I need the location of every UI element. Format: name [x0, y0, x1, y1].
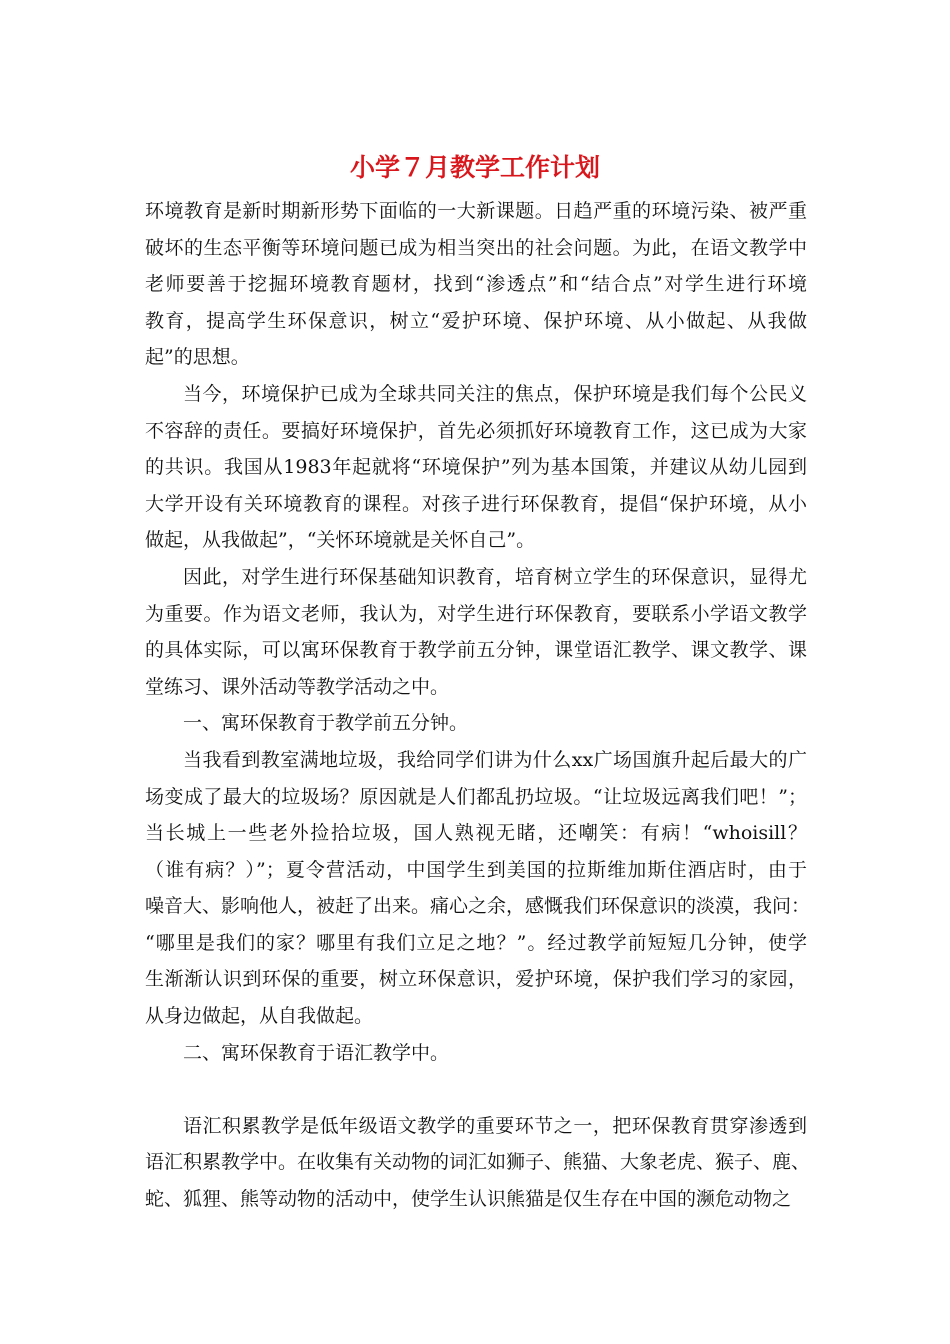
paragraph-line: 场变成了最大的垃圾场？原因就是人们都乱扔垃圾。“让垃圾远离我们吧！”； — [145, 785, 807, 808]
paragraph — [145, 193, 807, 376]
paragraph-line: 起”的思想。 — [145, 346, 250, 369]
paragraph-line: 为重要。作为语文老师，我认为，对学生进行环保教育，要联系小学语文教学 — [145, 602, 807, 625]
paragraph-line: 从身边做起，从自我做起。 — [145, 1005, 374, 1028]
paragraph-line: 破坏的生态平衡等环境问题已成为相当突出的社会问题。为此，在语文教学中 — [145, 236, 807, 259]
paragraph-line: 教育，提高学生环保意识，树立“爱护环境、保护环境、从小做起、从我做 — [145, 309, 807, 332]
paragraph-line: 老师要善于挖掘环境教育题材，找到“渗透点”和“结合点”对学生进行环境 — [145, 273, 807, 296]
paragraph-line: “哪里是我们的家？哪里有我们立足之地？”。经过教学前短短几分钟，使学 — [145, 931, 807, 954]
paragraph-line: 的共识。我国从1983年起就将“环境保护”列为基本国策，并建议从幼儿园到 — [145, 456, 807, 479]
paragraph-line: 语汇积累教学中。在收集有关动物的词汇如狮子、熊猫、大象老虎、猴子、鹿、 — [145, 1151, 811, 1174]
paragraph-line: 当今，环境保护已成为全球共同关注的焦点，保护环境是我们每个公民义 — [183, 382, 807, 405]
paragraph — [145, 1035, 807, 1072]
paragraph-line: 环境教育是新时期新形势下面临的一大新课题。日趋严重的环境污染、被严重 — [145, 200, 807, 222]
paragraph — [145, 705, 807, 742]
paragraph-gap — [145, 1071, 807, 1108]
paragraph-line: 当我看到教室满地垃圾，我给同学们讲为什么xx广场国旗升起后最大的广 — [183, 748, 807, 771]
document-title: 小学７月教学工作计划 — [349, 153, 600, 182]
paragraph-line: 当长城上一些老外捡拾垃圾，国人熟视无睹，还嘲笑：有病！“whoisill？ — [145, 822, 807, 845]
document-body — [145, 193, 811, 1218]
paragraph-line: 语汇积累教学是低年级语文教学的重要环节之一，把环保教育贯穿渗透到 — [183, 1114, 807, 1137]
paragraph-line: 的具体实际，可以寓环保教育于教学前五分钟，课堂语汇教学、课文教学、课 — [145, 639, 807, 662]
paragraph — [145, 559, 807, 705]
paragraph-line: 生渐渐认识到环保的重要，树立环保意识，爱护环境，保护我们学习的家园， — [145, 968, 807, 991]
paragraph — [145, 742, 811, 1035]
paragraph-line: 一、寓环保教育于教学前五分钟。 — [183, 712, 469, 735]
paragraph-line: 大学开设有关环境教育的课程。对孩子进行环保教育，提倡“保护环境，从小 — [145, 492, 807, 515]
paragraph-line: 蛇、狐狸、熊等动物的活动中，使学生认识熊猫是仅生存在中国的濒危动物之 — [145, 1188, 792, 1211]
paragraph-line: 噪音大、影响他人，被赶了出来。痛心之余，感慨我们环保意识的淡漠，我问： — [145, 895, 811, 918]
paragraph-line: （谁有病？）”；夏令营活动，中国学生到美国的拉斯维加斯住酒店时，由于 — [145, 858, 807, 881]
paragraph-line: 不容辞的责任。要搞好环境保护，首先必须抓好环境教育工作，这已成为大家 — [145, 419, 807, 442]
paragraph-line: 二、寓环保教育于语汇教学中。 — [183, 1041, 450, 1064]
paragraph-line: 堂练习、课外活动等教学活动之中。 — [145, 675, 450, 698]
paragraph — [145, 376, 807, 559]
paragraph-line: 做起，从我做起”，“关怀环境就是关怀自己”。 — [145, 529, 536, 552]
paragraph-line: 因此，对学生进行环保基础知识教育，培育树立学生的环保意识，显得尤 — [183, 565, 807, 588]
paragraph — [145, 1108, 811, 1218]
